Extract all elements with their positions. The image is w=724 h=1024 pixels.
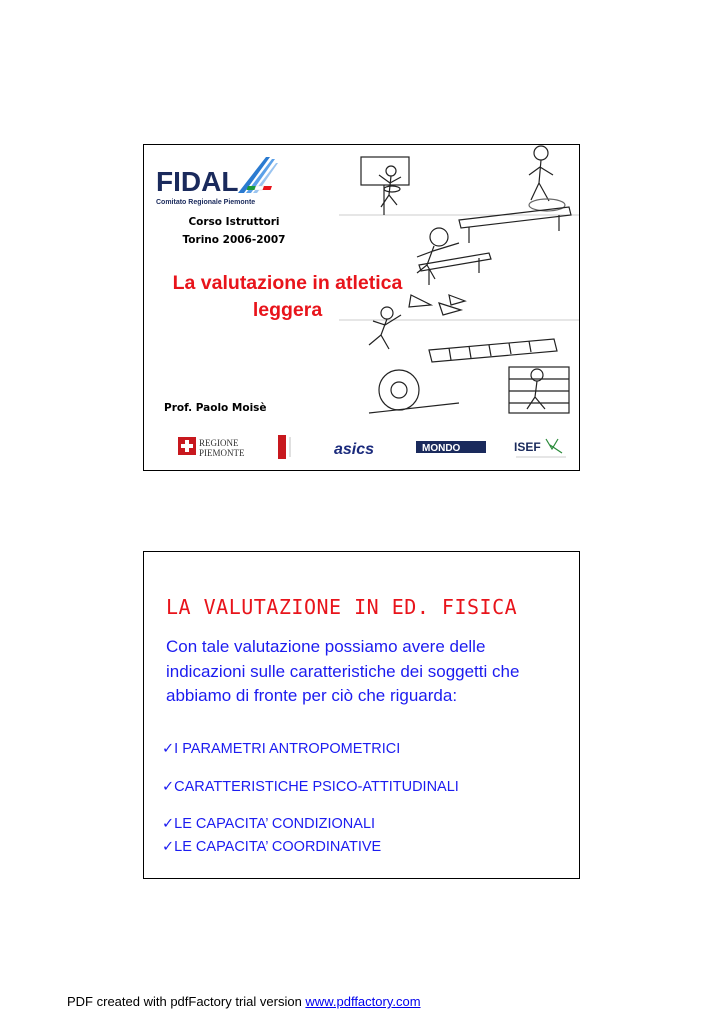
regione-text-line2: PIEMONTE bbox=[199, 448, 245, 458]
bullet-text: LE CAPACITA’ CONDIZIONALI bbox=[174, 816, 376, 832]
checkmark-icon: ✓ bbox=[162, 839, 175, 855]
slide-intro-paragraph: Con tale valutazione possiamo avere delle indicazioni sulle caratteristiche dei soggetti che abbiamo di fronte per ciò che riguarda: bbox=[166, 637, 520, 705]
sponsor-logos bbox=[174, 433, 574, 461]
isef-text: ISEF bbox=[514, 440, 541, 454]
checkmark-icon: ✓ bbox=[162, 779, 175, 795]
pdf-footer bbox=[67, 994, 421, 1009]
mondo-logo bbox=[416, 441, 486, 454]
fidal-logo-subtext: Comitato Regionale Piemonte bbox=[156, 199, 256, 206]
checkmark-icon: ✓ bbox=[162, 741, 175, 757]
isef-logo bbox=[514, 439, 566, 457]
footer-text: PDF created with pdfFactory trial version bbox=[67, 994, 306, 1009]
mondo-text: MONDO bbox=[422, 443, 461, 454]
slide-title: LA VALUTAZIONE IN ED. FISICA bbox=[166, 595, 518, 619]
regione-piemonte-logo bbox=[178, 437, 245, 458]
bullet-item bbox=[162, 816, 375, 832]
checkmark-icon: ✓ bbox=[162, 816, 175, 832]
course-year: Torino 2006-2007 bbox=[182, 234, 286, 246]
author-name: Prof. Paolo Moisè bbox=[164, 402, 267, 414]
bullet-item bbox=[162, 779, 459, 795]
course-name: Corso Istruttori bbox=[188, 216, 280, 228]
slide-content bbox=[143, 551, 580, 879]
cover-title-line2: leggera bbox=[252, 299, 323, 321]
fidal-logo-text: FIDAL bbox=[156, 166, 239, 197]
footer-link[interactable]: www.pdffactory.com bbox=[305, 994, 421, 1009]
asics-text: asics bbox=[334, 441, 375, 458]
bullet-item bbox=[162, 741, 400, 757]
bullet-text: LE CAPACITA’ COORDINATIVE bbox=[174, 839, 382, 855]
bullet-text: CARATTERISTICHE PSICO-ATTITUDINALI bbox=[174, 779, 459, 795]
bullet-item bbox=[162, 839, 381, 855]
fidal-logo bbox=[156, 153, 296, 211]
asics-logo bbox=[334, 441, 374, 458]
sport-logo bbox=[278, 435, 290, 459]
regione-text-line1: REGIONE bbox=[199, 438, 239, 448]
cover-title-line1: La valutazione in atletica bbox=[172, 272, 403, 294]
slide-cover bbox=[143, 144, 580, 471]
bullet-text: I PARAMETRI ANTROPOMETRICI bbox=[174, 741, 401, 757]
